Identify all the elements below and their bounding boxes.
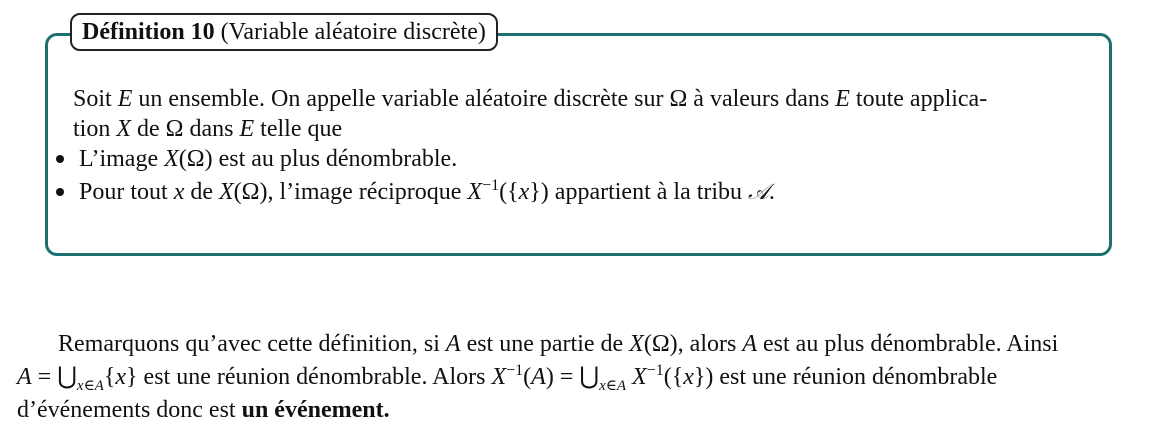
text: Pour tout (79, 179, 174, 205)
bullet-icon (56, 155, 64, 163)
math-X: X (491, 364, 507, 390)
text: . (768, 179, 775, 205)
text: telle que (254, 116, 343, 142)
superscript: −1 (506, 362, 524, 379)
math-A: A (531, 364, 546, 390)
definition-intro-line2 (73, 114, 342, 144)
math-x: x (518, 179, 530, 205)
text: un ensemble. On appelle variable aléatoire discrète sur Ω à valeurs dans (132, 86, 836, 112)
definition-intro-line1 (73, 84, 987, 114)
text: est au plus dénombrable. Ainsi (757, 331, 1059, 357)
math-E: E (239, 116, 255, 142)
math-x: x (683, 364, 694, 390)
math-A: A (742, 331, 757, 357)
definition-number: Définition 10 (82, 19, 215, 45)
math-X: X (467, 179, 483, 205)
text: Soit (73, 86, 118, 112)
text: Remarquons qu’avec cette définition, si (58, 331, 446, 357)
remark-line3 (17, 395, 390, 425)
definition-title (70, 13, 498, 51)
text: (Ω), alors (643, 331, 743, 357)
definition-name: (Variable aléatoire discrète) (220, 19, 486, 45)
math-script-A: 𝒜 (748, 180, 769, 205)
text: de Ω dans (131, 116, 240, 142)
text: }) est une réunion dénombrable (693, 364, 998, 390)
text: }) appartient à la tribu (529, 179, 749, 205)
remark-line2 (17, 362, 997, 392)
text: toute applica- (849, 86, 988, 112)
text: { (103, 364, 116, 390)
subscript: x∈A (599, 378, 626, 394)
math-E: E (835, 86, 850, 112)
remark-line1 (58, 329, 1058, 359)
text: d’événements donc est (17, 397, 242, 423)
text: est une partie de (460, 331, 630, 357)
superscript: −1 (646, 362, 664, 379)
bold-text: un événement. (241, 397, 390, 423)
math-X: X (629, 331, 644, 357)
math-X: X (116, 116, 132, 142)
math-X: X (164, 146, 179, 172)
math-A: A (17, 364, 32, 390)
math-X: X (219, 179, 234, 205)
text: (Ω) est au plus dénombrable. (178, 146, 458, 172)
text: } est une réunion dénombrable. Alors (126, 364, 492, 390)
text: de (184, 179, 219, 205)
definition-bullet2 (79, 177, 775, 208)
text: (Ω), l’image réciproque (233, 179, 468, 205)
text: ) = ⋃ (545, 364, 600, 390)
math-X: X (632, 364, 647, 390)
text: ({ (499, 179, 519, 205)
bullet-icon (56, 188, 64, 196)
text: ( (523, 364, 532, 390)
text: tion (73, 116, 117, 142)
subscript: x∈A (76, 378, 104, 394)
math-E: E (117, 86, 133, 112)
math-A: A (445, 331, 461, 357)
definition-bullet1 (79, 144, 457, 174)
text: ({ (663, 364, 684, 390)
superscript: −1 (482, 177, 500, 194)
math-x: x (115, 364, 127, 390)
text: = ⋃ (31, 364, 77, 390)
text: L’image (79, 146, 165, 172)
math-x: x (173, 179, 185, 205)
